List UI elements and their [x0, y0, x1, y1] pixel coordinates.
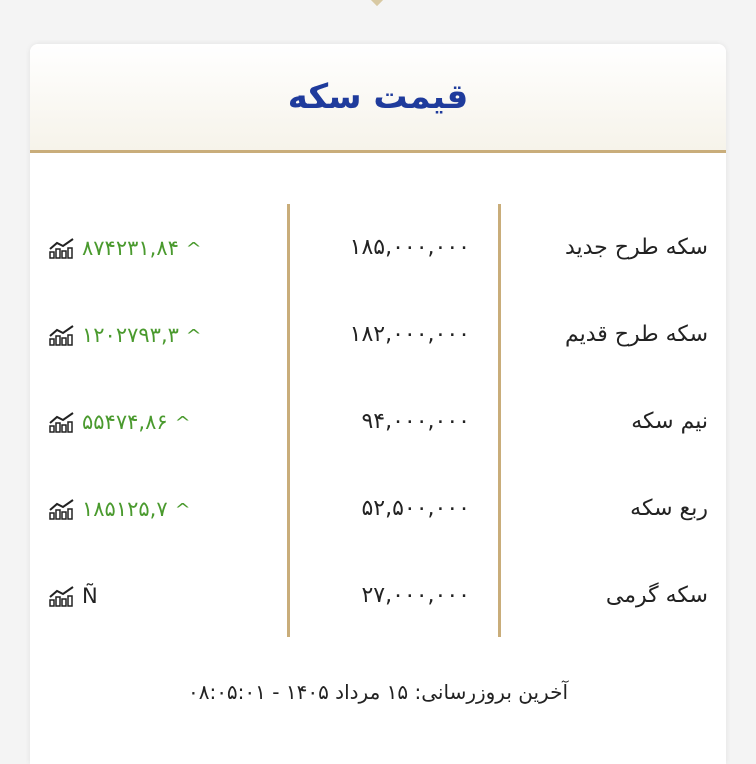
caret-up-icon: ^: [174, 499, 191, 519]
bar-chart-icon[interactable]: [48, 324, 76, 346]
price-change: [48, 479, 278, 539]
bar-chart-icon[interactable]: [48, 585, 76, 607]
price-change: [48, 218, 278, 278]
card-title: قیمت سکه: [287, 77, 469, 117]
price-change: [48, 392, 278, 452]
caret-up-icon: ^: [174, 412, 191, 432]
change-value: ۱۲۰۲۷۹۳,۳: [82, 323, 179, 347]
caret-up-icon: ^: [185, 238, 202, 258]
coin-name: سکه گرمی: [605, 583, 708, 608]
bar-chart-icon[interactable]: [48, 237, 76, 259]
top-notch: [370, 0, 384, 6]
price-change: [48, 305, 278, 365]
coin-price: ۱۸۵,۰۰۰,۰۰۰: [349, 235, 470, 260]
price-change: [48, 566, 278, 626]
change-value: ۱۸۵۱۲۵,۷: [82, 497, 168, 521]
card-header: [30, 44, 726, 153]
coin-name: سکه طرح جدید: [564, 235, 708, 260]
coin-price: ۹۴,۰۰۰,۰۰۰: [361, 409, 470, 434]
table-row: [30, 218, 726, 278]
bar-chart-icon[interactable]: [48, 498, 76, 520]
change-value: ۸۷۴۲۳۱,۸۴: [82, 236, 179, 260]
change-value: ۵۵۴۷۴,۸۶: [82, 410, 168, 434]
coin-price: ۲۷,۰۰۰,۰۰۰: [361, 583, 470, 608]
coin-price: ۵۲,۵۰۰,۰۰۰: [361, 496, 470, 521]
table-row: [30, 305, 726, 365]
coin-name: سکه طرح قدیم: [564, 322, 708, 347]
table-row: [30, 479, 726, 539]
caret-up-icon: ^: [185, 325, 202, 345]
coin-name: نیم سکه: [631, 409, 708, 434]
coin-name: ربع سکه: [630, 496, 708, 521]
table-row: [30, 392, 726, 452]
bar-chart-icon[interactable]: [48, 411, 76, 433]
table-row: [30, 566, 726, 626]
change-value: Ñ: [82, 584, 99, 608]
coin-price-card: [30, 44, 726, 764]
coin-price: ۱۸۲,۰۰۰,۰۰۰: [349, 322, 470, 347]
last-update-text: آخرین بروزرسانی: ۱۵ مرداد ۱۴۰۵ - ۰۸:۰۵:۰۱: [187, 680, 569, 704]
